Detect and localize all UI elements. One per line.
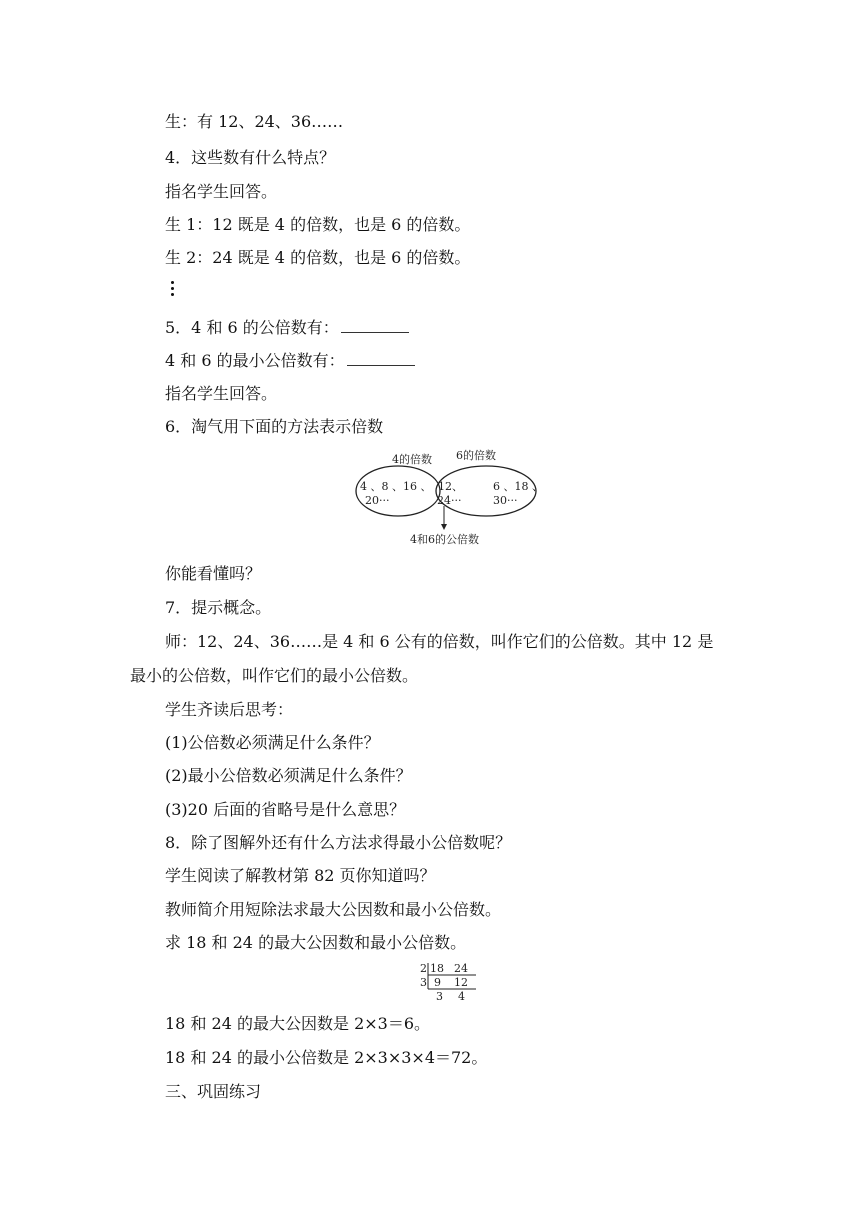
text-line: 学生齐读后思考： (165, 700, 294, 719)
answer-blank (341, 318, 409, 333)
question-6: 6．淘气用下面的方法表示倍数 (165, 417, 384, 436)
question-5-text: 5．4 和 6 的公倍数有： (165, 318, 339, 337)
venn-label-right: 6的倍数 (456, 449, 496, 462)
teacher-definition-line-2: 最小的公倍数，叫作它们的最小公倍数。 (130, 666, 419, 685)
student-answer-1: 生 1：12 既是 4 的倍数，也是 6 的倍数。 (165, 215, 471, 234)
text-line: 指名学生回答。 (165, 384, 278, 403)
venn-diagram (350, 446, 550, 551)
division-row2-a: 9 (434, 976, 441, 989)
question-4: 4．这些数有什么特点？ (165, 148, 336, 167)
short-division-diagram (418, 961, 482, 1003)
venn-right-values-1: 6 、18 、 (493, 480, 543, 493)
venn-mid-values-2: 24··· (437, 494, 462, 507)
text-line: 生：有 12、24、36…… (165, 112, 344, 131)
student-answer-2: 生 2：24 既是 4 的倍数，也是 6 的倍数。 (165, 248, 471, 267)
section-heading: 三、巩固练习 (165, 1082, 262, 1101)
text-line: 求 18 和 24 的最大公因数和最小公倍数。 (165, 933, 467, 952)
division-row1-b: 24 (454, 962, 468, 975)
teacher-definition-line-1: 师：12、24、36……是 4 和 6 公有的倍数，叫作它们的公倍数。其中 12 是 (165, 632, 714, 651)
question-8: 8．除了图解外还有什么方法求得最小公倍数呢？ (165, 833, 512, 852)
text-line: 教师简介用短除法求最大公因数和最小公倍数。 (165, 900, 502, 919)
venn-label-left: 4的倍数 (392, 453, 432, 466)
division-row3-b: 4 (458, 990, 465, 1003)
answer-blank (347, 351, 415, 366)
gcd-result: 18 和 24 的最大公因数是 2×3＝6。 (165, 1014, 431, 1033)
divisor-2: 3 (420, 976, 427, 989)
lcm-result: 18 和 24 的最小公倍数是 2×3×3×4＝72。 (165, 1048, 488, 1067)
venn-mid-values-1: 12、 (438, 480, 463, 493)
division-row1-a: 18 (430, 962, 444, 975)
venn-bottom-label: 4和6的公倍数 (410, 533, 479, 546)
section-7: 7．提示概念。 (165, 598, 272, 617)
question-5-lcm-text: 4 和 6 的最小公倍数有： (165, 351, 345, 370)
divisor-1: 2 (420, 962, 427, 975)
division-row3-a: 3 (436, 990, 443, 1003)
text-line: 你能看懂吗？ (165, 564, 262, 583)
thinking-question-2: (2)最小公倍数必须满足什么条件？ (165, 766, 412, 785)
arrow-down-icon (441, 524, 447, 530)
thinking-question-3: (3)20 后面的省略号是什么意思？ (165, 800, 406, 819)
venn-left-values-1: 4 、8 、16 、 (360, 480, 432, 493)
thinking-question-1: (1)公倍数必须满足什么条件？ (165, 733, 380, 752)
question-5 (165, 318, 409, 338)
division-row2-b: 12 (454, 976, 468, 989)
question-5-lcm (165, 351, 415, 371)
vertical-ellipsis-icon (170, 281, 176, 299)
venn-left-values-2: 20··· (365, 494, 390, 507)
venn-right-values-2: 30··· (493, 494, 518, 507)
text-line: 学生阅读了解教材第 82 页你知道吗？ (165, 866, 436, 885)
text-line: 指名学生回答。 (165, 182, 278, 201)
